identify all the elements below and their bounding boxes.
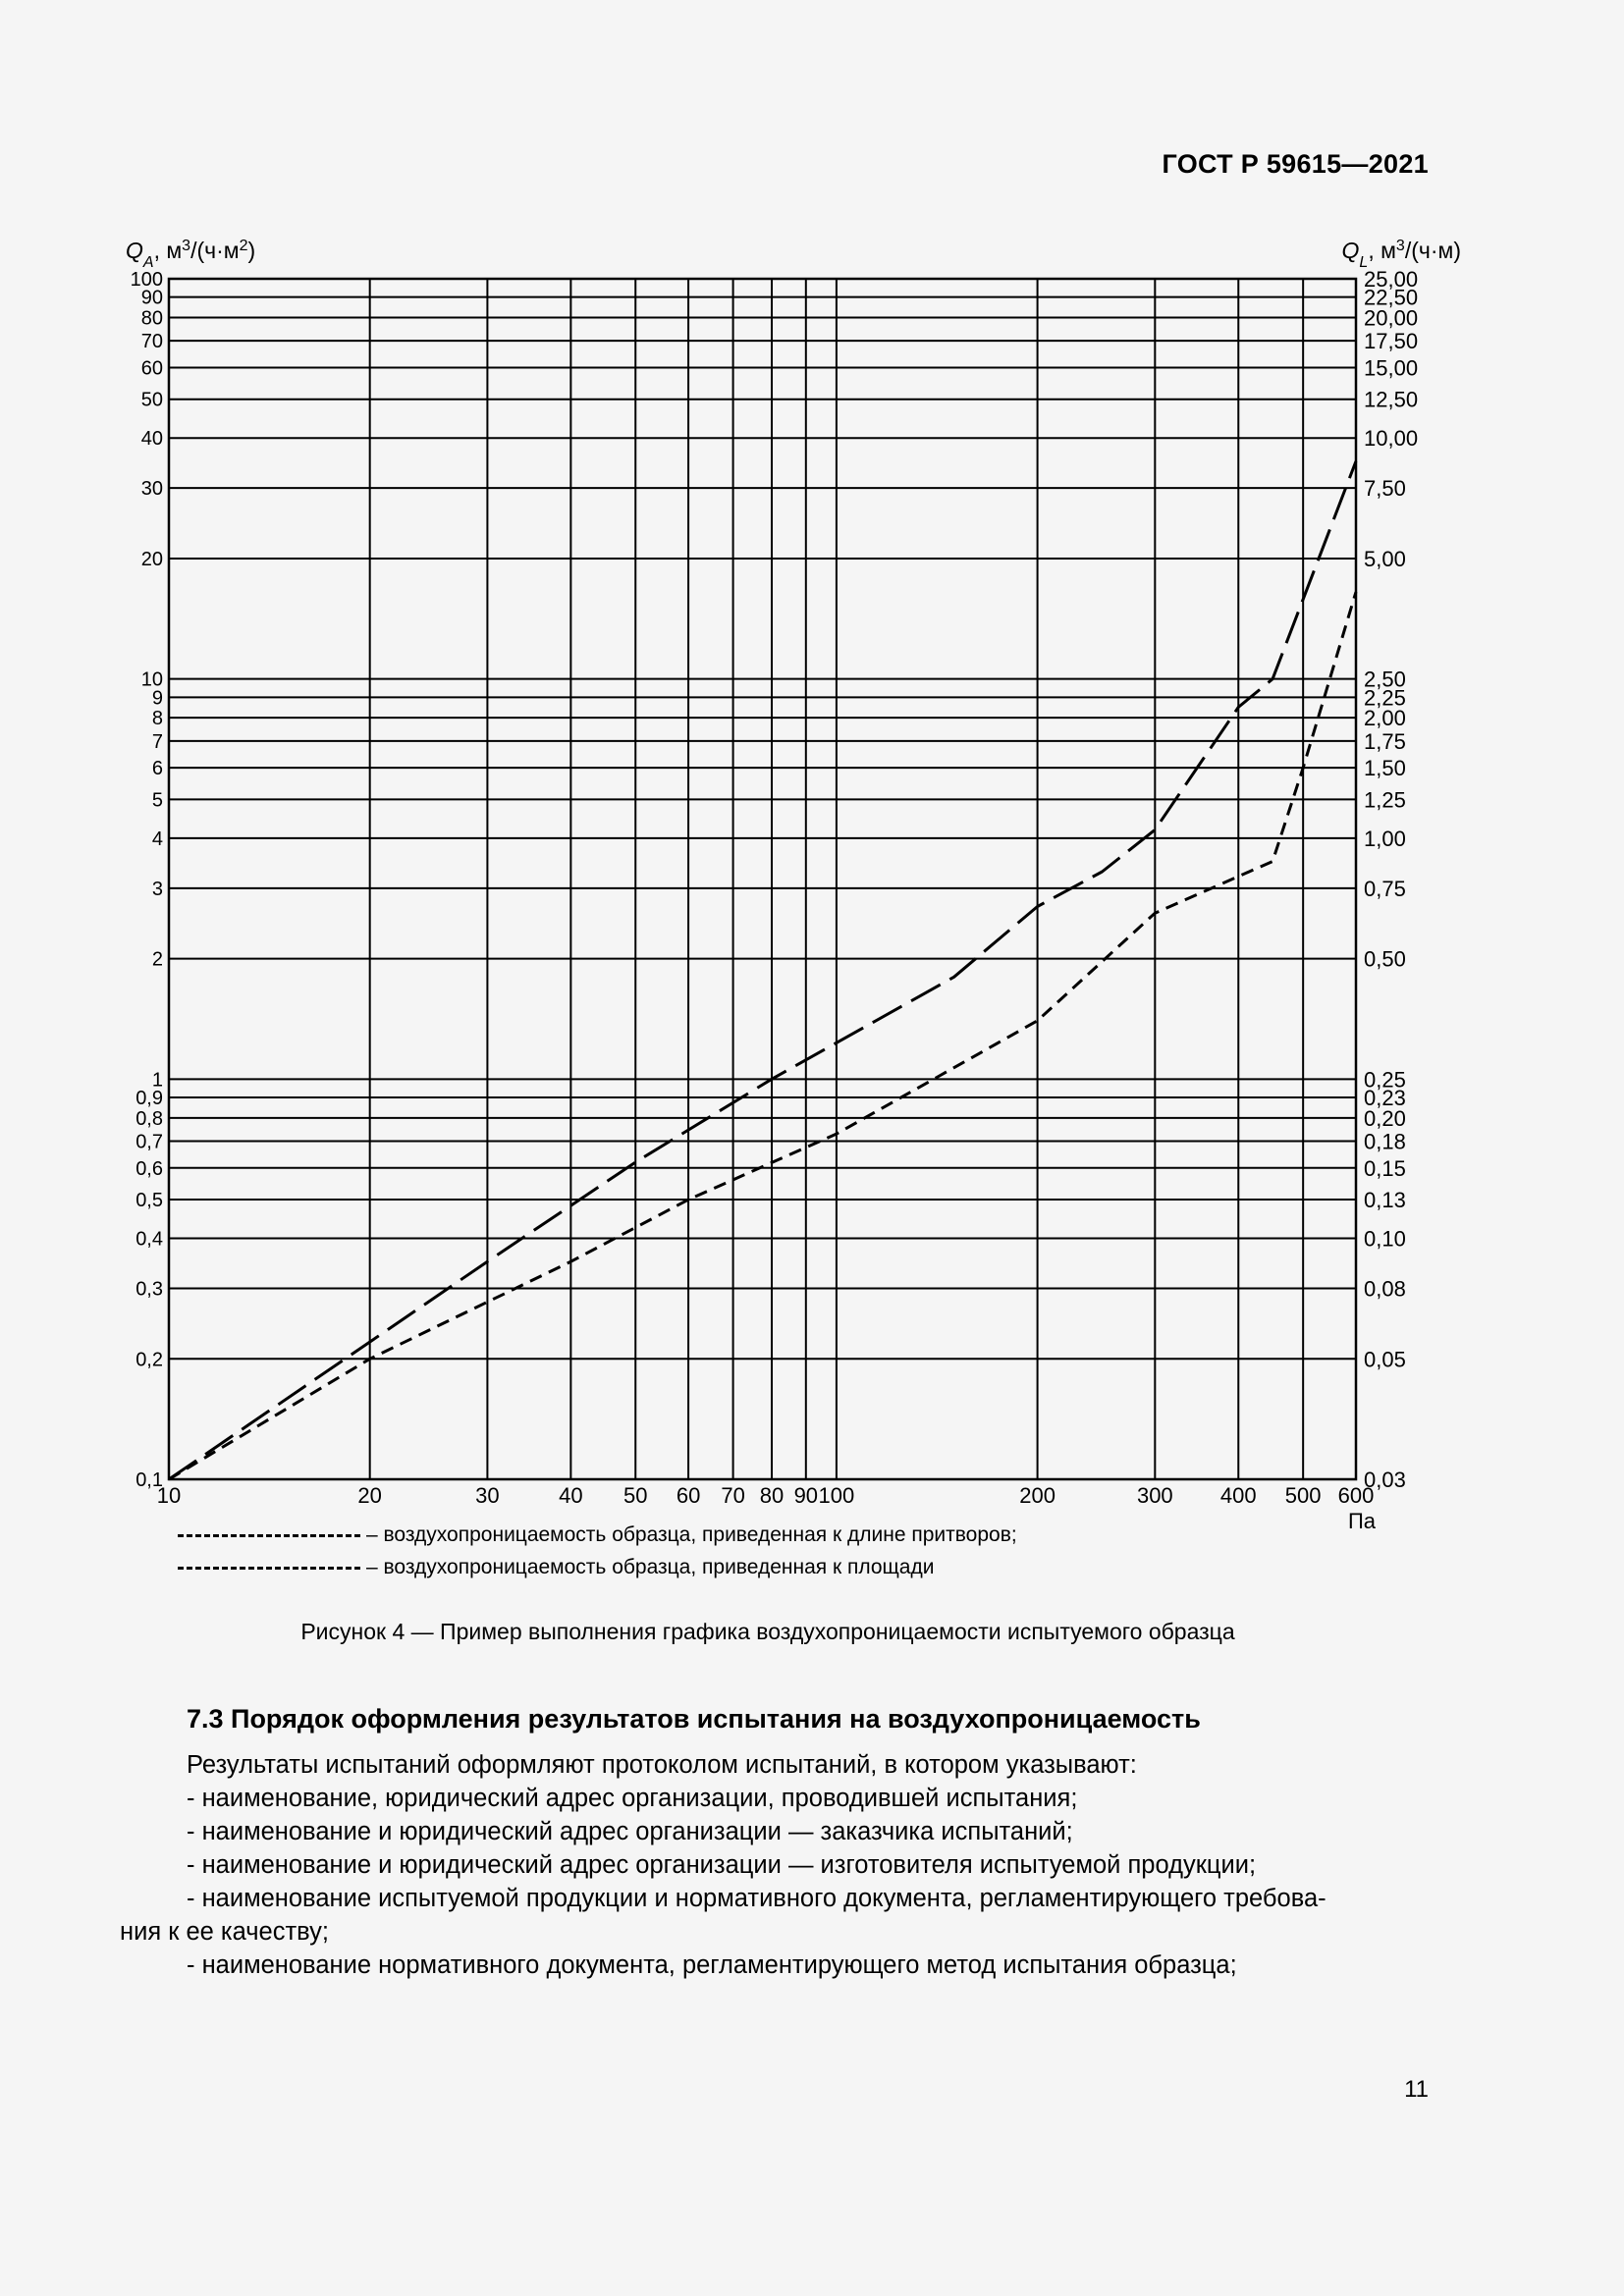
x-tick-label: 500 bbox=[1284, 1483, 1322, 1508]
y-left-tick-label: 0,7 bbox=[135, 1131, 163, 1153]
y-left-tick-label: 2 bbox=[151, 948, 163, 971]
axis-title-part: 2 bbox=[239, 237, 248, 254]
axis-title-part: /(ч·м bbox=[190, 238, 240, 263]
y-right-tick-label: 1,75 bbox=[1364, 728, 1406, 754]
list-item-continuation: ния к ее качеству; bbox=[120, 1918, 329, 1946]
y-right-tick-label: 0,23 bbox=[1364, 1085, 1406, 1110]
y-left-tick-label: 0,2 bbox=[135, 1349, 163, 1371]
axis-title-part: , м bbox=[153, 238, 183, 263]
y-right-tick-label: 12,50 bbox=[1364, 387, 1419, 412]
x-tick-label: 400 bbox=[1219, 1483, 1257, 1508]
y-right-tick-label: 17,50 bbox=[1364, 329, 1419, 354]
y-left-tick-label: 5 bbox=[151, 789, 163, 812]
y-right-tick-label: 1,00 bbox=[1364, 826, 1406, 851]
x-tick-label: 300 bbox=[1136, 1483, 1173, 1508]
x-tick-label: 50 bbox=[623, 1483, 648, 1508]
x-tick-label: 90 bbox=[793, 1483, 819, 1508]
y-left-tick-label: 3 bbox=[151, 878, 163, 900]
x-tick-label: 200 bbox=[1019, 1483, 1056, 1508]
y-left-tick-label: 7 bbox=[151, 730, 163, 753]
section-title: 7.3 Порядок оформления результатов испытания на воздухопроницаемость bbox=[187, 1704, 1201, 1734]
x-tick-label: 70 bbox=[721, 1483, 745, 1508]
y-left-tick-label: 90 bbox=[140, 287, 163, 309]
y-right-tick-label: 2,50 bbox=[1364, 667, 1406, 692]
x-tick-label: 30 bbox=[475, 1483, 500, 1508]
y-right-tick-label: 2,25 bbox=[1364, 685, 1406, 711]
y-right-tick-label: 0,03 bbox=[1364, 1468, 1406, 1492]
x-tick-label: 20 bbox=[357, 1483, 382, 1508]
axis-title-part: ) bbox=[247, 238, 256, 263]
axis-title-part: 3 bbox=[1395, 237, 1405, 254]
series-line-length bbox=[169, 461, 1356, 1479]
axis-title-part: Q bbox=[126, 238, 143, 263]
y-right-tick-label: 1,50 bbox=[1364, 756, 1406, 781]
y-left-tick-label: 30 bbox=[140, 478, 163, 501]
y-left-tick-label: 9 bbox=[151, 687, 163, 710]
y-left-axis-title bbox=[126, 238, 255, 271]
y-right-tick-label: 7,50 bbox=[1364, 476, 1406, 502]
y-right-tick-label: 25,00 bbox=[1364, 267, 1419, 292]
y-right-tick-label: 0,18 bbox=[1364, 1129, 1406, 1154]
y-right-tick-label: 2,00 bbox=[1364, 706, 1406, 731]
y-right-tick-label: 0,50 bbox=[1364, 946, 1406, 972]
figure-caption: Рисунок 4 — Пример выполнения графика воздухопроницаемости испытуемого образца bbox=[300, 1619, 1235, 1644]
list-item: - наименование и юридический адрес организации — изготовителя испытуемой продукции; bbox=[187, 1851, 1257, 1879]
y-right-tick-label: 0,08 bbox=[1364, 1276, 1406, 1302]
y-left-tick-label: 20 bbox=[140, 548, 163, 570]
y-right-tick-label: 0,05 bbox=[1364, 1347, 1406, 1372]
y-left-tick-label: 10 bbox=[140, 668, 163, 691]
page-number: 11 bbox=[1404, 2076, 1429, 2103]
document-header: ГОСТ Р 59615—2021 bbox=[1162, 149, 1429, 179]
legend-item-long-dash bbox=[178, 1523, 1017, 1547]
x-tick-label: 600 bbox=[1337, 1483, 1375, 1508]
chart-axis-labels bbox=[126, 238, 1461, 1534]
axis-title-part: /(ч·м) bbox=[1404, 238, 1461, 263]
y-right-tick-label: 15,00 bbox=[1364, 355, 1419, 381]
legend-swatch-long-dash bbox=[178, 1534, 360, 1537]
y-left-tick-label: 60 bbox=[140, 357, 163, 380]
y-right-tick-label: 0,20 bbox=[1364, 1105, 1406, 1131]
y-left-tick-label: 8 bbox=[151, 708, 163, 730]
y-right-tick-label: 1,25 bbox=[1364, 787, 1406, 813]
y-left-tick-label: 0,1 bbox=[135, 1469, 163, 1491]
chart-grid bbox=[169, 279, 1356, 1479]
list-item: - наименование испытуемой продукции и нормативного документа, регламентирующего требова- bbox=[187, 1885, 1326, 1912]
y-left-tick-label: 50 bbox=[140, 389, 163, 411]
legend-item-short-dash bbox=[178, 1556, 934, 1579]
x-tick-label: 60 bbox=[676, 1483, 701, 1508]
axis-title-part: A bbox=[142, 253, 154, 271]
x-tick-label: 10 bbox=[156, 1483, 182, 1508]
list-item: - наименование, юридический адрес организации, проводившей испытания; bbox=[187, 1785, 1078, 1812]
y-right-tick-label: 5,00 bbox=[1364, 546, 1406, 571]
y-right-axis-title bbox=[1342, 238, 1461, 271]
y-right-tick-label: 0,15 bbox=[1364, 1155, 1406, 1181]
y-left-tick-label: 1 bbox=[151, 1069, 163, 1092]
y-left-tick-label: 100 bbox=[130, 269, 163, 291]
axis-title-part: Q bbox=[1341, 238, 1360, 263]
y-left-tick-label: 70 bbox=[140, 331, 163, 353]
y-left-tick-label: 0,5 bbox=[135, 1190, 163, 1212]
legend-text-length: – воздухопроницаемость образца, приведенная к длине притворов; bbox=[366, 1523, 1017, 1546]
y-right-tick-label: 0,25 bbox=[1364, 1067, 1406, 1093]
axis-title-part: , м bbox=[1368, 238, 1396, 263]
series-line-area bbox=[169, 592, 1356, 1479]
y-right-tick-label: 22,50 bbox=[1364, 285, 1419, 310]
section-body bbox=[120, 1748, 1432, 1982]
y-left-tick-label: 0,3 bbox=[135, 1278, 163, 1301]
x-tick-label: 80 bbox=[759, 1483, 785, 1508]
y-left-tick-label: 6 bbox=[151, 758, 163, 780]
x-tick-label: 40 bbox=[559, 1483, 583, 1508]
y-right-tick-label: 0,10 bbox=[1364, 1226, 1406, 1252]
axis-title-part: 3 bbox=[182, 237, 191, 254]
y-right-tick-label: 20,00 bbox=[1364, 305, 1419, 331]
y-left-tick-label: 80 bbox=[140, 307, 163, 330]
list-item: - наименование нормативного документа, регламентирующего метод испытания образца; bbox=[187, 1951, 1237, 1979]
x-axis-unit: Па bbox=[1347, 1509, 1377, 1533]
y-left-tick-label: 0,9 bbox=[135, 1087, 163, 1109]
y-right-tick-label: 0,13 bbox=[1364, 1188, 1406, 1213]
y-left-tick-label: 0,6 bbox=[135, 1157, 163, 1180]
x-tick-label: 100 bbox=[818, 1483, 855, 1508]
axis-title-part: L bbox=[1359, 253, 1369, 271]
section-intro: Результаты испытаний оформляют протоколом испытаний, в котором указывают: bbox=[187, 1751, 1137, 1779]
plot-border bbox=[169, 279, 1356, 1479]
y-right-tick-label: 0,75 bbox=[1364, 876, 1406, 901]
y-right-tick-label: 10,00 bbox=[1364, 426, 1419, 452]
chart-series bbox=[169, 461, 1356, 1479]
list-item: - наименование и юридический адрес организации — заказчика испытаний; bbox=[187, 1818, 1073, 1845]
y-left-tick-label: 0,8 bbox=[135, 1107, 163, 1130]
y-left-tick-label: 4 bbox=[151, 828, 163, 850]
legend-text-area: – воздухопроницаемость образца, приведенная к площади bbox=[366, 1556, 935, 1578]
y-left-tick-label: 0,4 bbox=[135, 1228, 163, 1251]
y-left-tick-label: 40 bbox=[140, 428, 163, 451]
legend-swatch-short-dash bbox=[178, 1567, 360, 1570]
